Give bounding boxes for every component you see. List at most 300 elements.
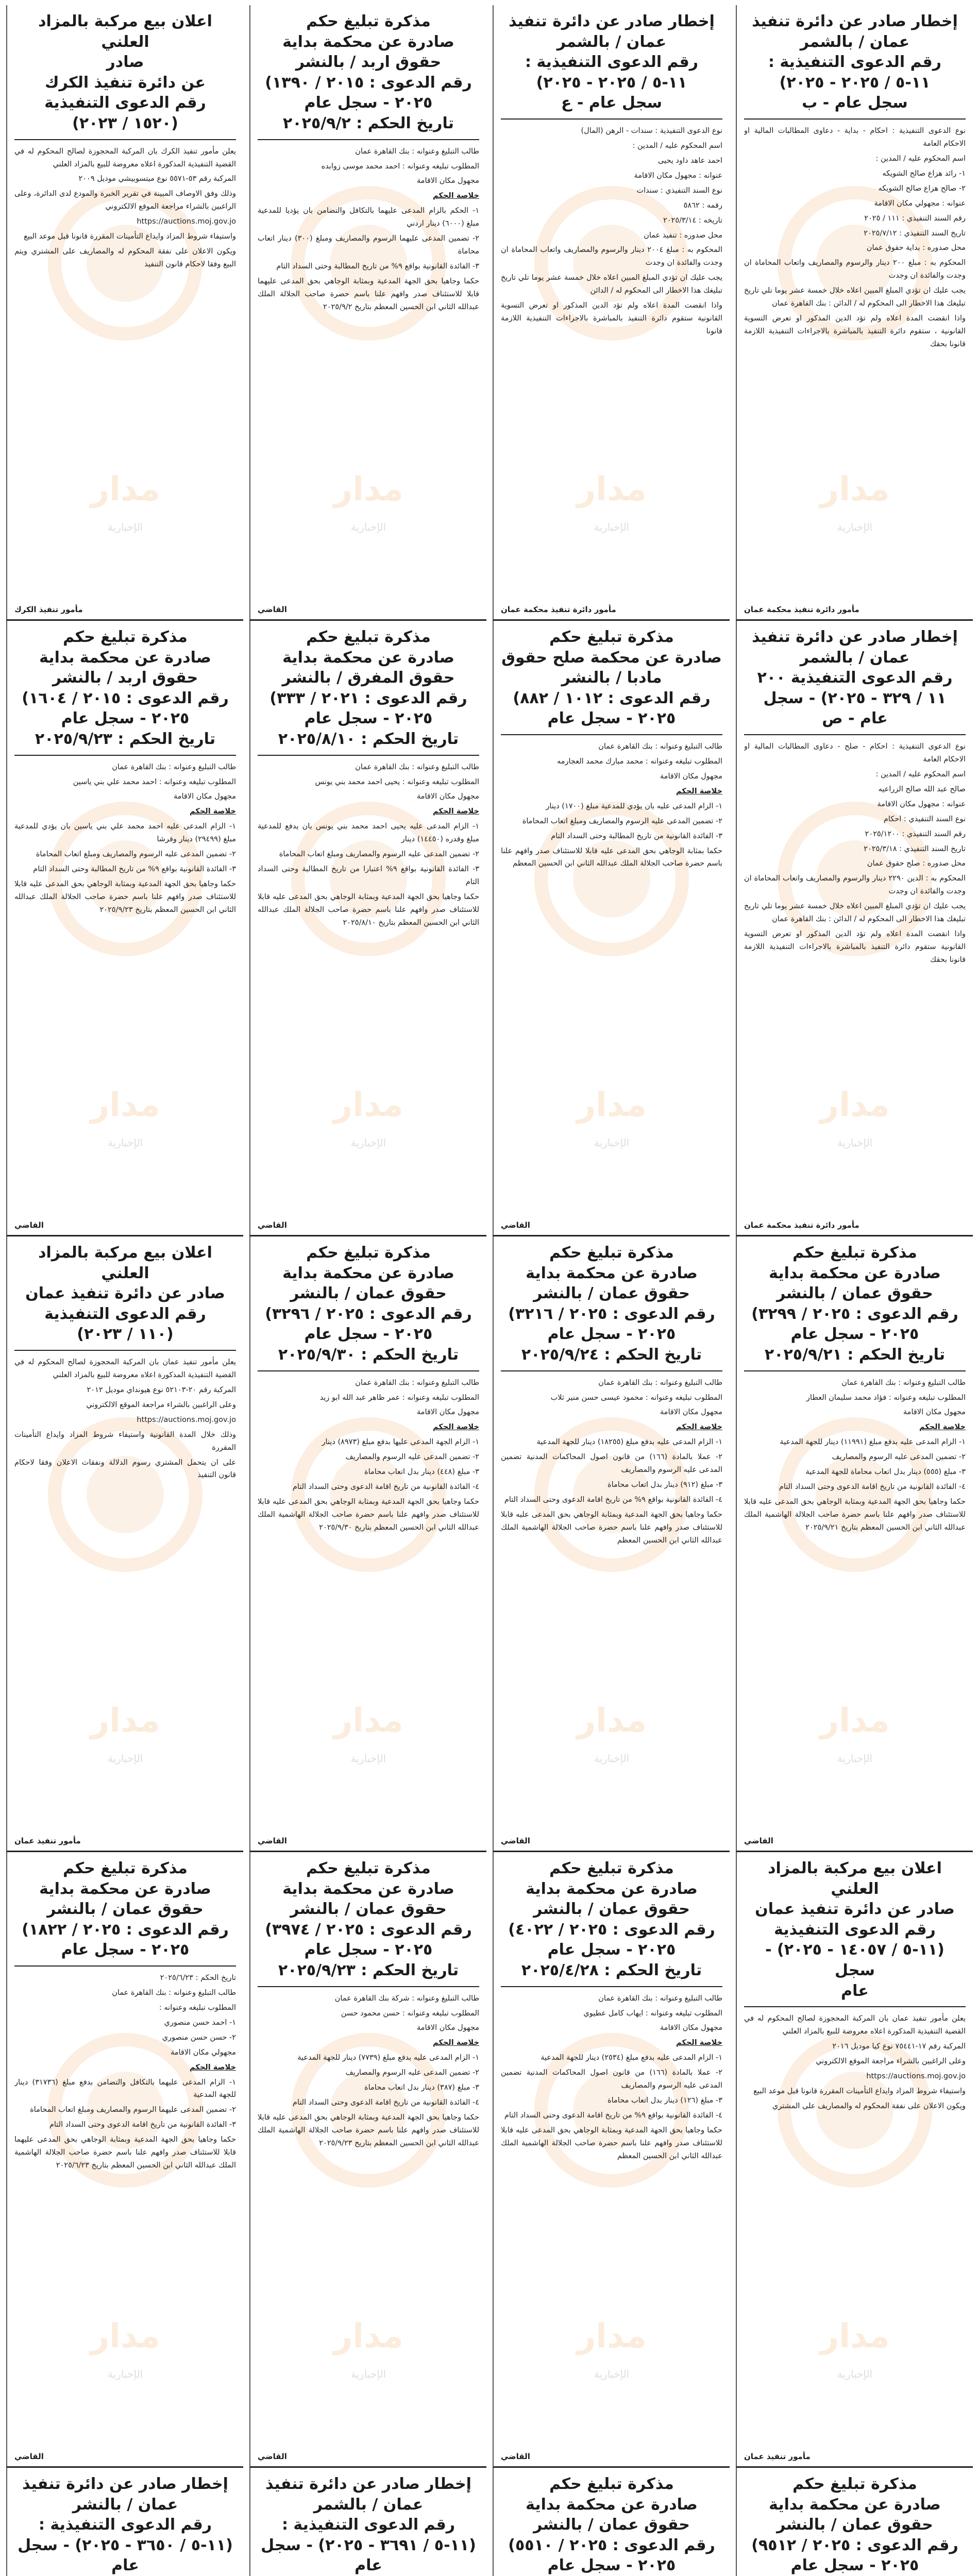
notice-paragraph: يجب عليك ان تؤدي المبلغ المبين اعلاه خلال خمسة عشر يوما تلي تاريخ تبليغك هذا الاخطار الى المحكوم له / الدائن : بنك القاهرة عمان — [744, 286, 966, 308]
watermark-brand: مدار — [577, 470, 647, 509]
watermark-brand: مدار — [820, 1086, 890, 1125]
notice-header — [744, 11, 966, 120]
notice-signature: القاضي — [258, 1221, 287, 1230]
notice-paragraph: ١- احمد حسن منصوري — [164, 2018, 236, 2027]
notice-body — [258, 761, 479, 1214]
notice-paragraph: ٢- تضمين المدعى عليه الرسوم والمصاريف — [832, 1453, 966, 1462]
notice-paragraph: ٢- تضمين المدعى عليه الرسوم والمصاريف — [345, 2069, 479, 2077]
watermark-subtitle: الإخبارية — [107, 521, 143, 534]
notice-paragraph: المحكوم به : مبلغ ٢٠٠ دينار والرسوم والمصاريف واتعاب المحاماة ان وجدت والفائدة ان وجدت — [744, 259, 966, 280]
notice-paragraph: نوع الدعوى التنفيذية : احكام - صلح - دعاوى المطالبات المالية او الاحكام العامة — [744, 742, 966, 764]
notice-paragraph: المطلوب تبليغه وعنوانه : احمد محمد موسى زوابده — [321, 162, 479, 171]
notice-header-line: حقوق عمان / بالنشر — [777, 1284, 933, 1303]
notice-paragraph: نوع الدعوى التنفيذية : سندات - الرهن (المال) — [581, 126, 722, 135]
notice-paragraph: ٤- الفائدة القانونية من تاريخ اقامة الدعوى وحتى السداد التام — [292, 1483, 479, 1492]
notice-paragraph: وذلك وفق الاوصاف المبينة في تقرير الخبرة والمودع لدى الدائرة، وعلى الراغبين بالشراء مراجعة الموقع الالكتروني — [14, 190, 236, 211]
notice-header-line: (١٥٢٠ / ٢٠٢٣) — [72, 114, 178, 132]
notice-paragraph: تاريخه : ٢٠٢٥/٣/١٤ — [663, 216, 722, 225]
notice-header-line: مذكرة تبليغ حكم — [306, 1859, 431, 1877]
watermark-subtitle: الإخبارية — [837, 521, 873, 534]
notice-paragraph: مجهول مكان الاقامة — [660, 1408, 722, 1417]
watermark-subtitle: الإخبارية — [350, 1752, 386, 1765]
notice-paragraph: خلاصة الحكم — [433, 2039, 479, 2047]
notice-header-line: سجل عام - ب — [802, 94, 908, 112]
notice-paragraph: على ان يتحمل المشتري رسوم الدلالة ونفقات الاعلان وفقا لاحكام قانون التنفيذ — [14, 1458, 236, 1480]
notice-header-line: رقم الدعوى : ٢٠٢١ / ٣٣٣) — [269, 689, 467, 707]
notice-header-line: مذكرة تبليغ حكم — [549, 2475, 674, 2493]
notice-header-line: مذكرة تبليغ حكم — [306, 1244, 431, 1262]
notice-header-line: رقم الدعوى : ٢٠١٥ / ١٣٩٠) — [265, 73, 472, 92]
notice-header-line: اعلان بيع مركبة بالمزاد العلني — [38, 12, 212, 51]
notice-header-line: رقم الدعوى : ٢٠٢٥ / ١٨٢٢) — [22, 1920, 229, 1939]
notice-paragraph: رقم السند التنفيذي : ١١١ / ٢٠٢٥ — [864, 214, 966, 223]
notice-paragraph: ١- الزام المدعى عليه احمد محمد علي بني ياسين بان يؤدي للمدعية مبلغ (٢٩٤٩٩) دينار وقرشا — [14, 822, 236, 844]
notice-header-line: إخطار صادر عن دائرة تنفيذ — [509, 12, 715, 30]
notice-header-line: رقم الدعوى التنفيذية : — [38, 2516, 212, 2534]
notice-header — [744, 1243, 966, 1371]
notice-paragraph: المطلوب تبليغه وعنوانه : يحيى احمد محمد بني يونس — [315, 777, 479, 786]
notice-paragraph: مجهول مكان الاقامة — [416, 177, 479, 185]
notice-paragraph: المركبة رقم ٢٠-٥٢١٠٣ نوع هيونداي موديل ٢٠١٢ — [87, 1385, 236, 1394]
notice-body — [258, 1992, 479, 2446]
notice-paragraph: حكما وجاهيا بحق الجهة المدعية وبمثابة الوجاهي بحق المدعى عليه قابلا للاستئناف صدر وافهم علنا باسم حضرة صاحب الجلالة الهاشمية الملك عبدالله الثاني ابن الحسين المعظم بتاريخ ٢٠٢٥/٩/٢١ — [744, 1498, 966, 1532]
notice-body — [744, 740, 966, 1214]
notice-header-line: عام — [355, 2556, 382, 2575]
notice-paragraph: ١- الزام الجهة المدعى عليها بدفع مبلغ (٨٩٧٣) دينار — [322, 1438, 479, 1447]
notice-paragraph: ٣- مبلغ (١٢٦) دينار بدل اتعاب محاماة — [607, 2096, 722, 2105]
notice-paragraph: ١- الزام المدعى عليه بدفع مبلغ (١١٩٩١) دينار للجهة المدعية — [780, 1438, 966, 1447]
notice-header-line: مذكرة تبليغ حكم — [306, 628, 431, 646]
notice-paragraph: نوع السند التنفيذي : سندات — [636, 186, 722, 195]
notice-paragraph: حكما وجاهيا بحق الجهة المدعية وبمثابة الوجاهي بحق المدعى عليه قابلا للاستئناف صدر وافهم علنا باسم حضرة صاحب الجلالة الهاشمية الملك عبدالله الثاني ابن الحسين المعظم — [501, 2126, 722, 2160]
notice-paragraph: طالب التبليغ وعنوانه : بنك القاهرة عمان — [112, 762, 236, 771]
notice-header-line: رقم الدعوى التنفيذية : — [768, 53, 942, 72]
notice-header-line: صادرة عن محكمة بداية — [282, 648, 454, 667]
notice-body — [258, 1377, 479, 1830]
notice-header-line: إخطار صادر عن دائرة تنفيذ — [22, 2475, 228, 2493]
legal-notice — [6, 1236, 243, 1852]
notice-header-line: صادرة عن محكمة صلح حقوق — [501, 648, 722, 667]
notice-header-line: مذكرة تبليغ حكم — [63, 628, 188, 646]
notice-paragraph: ٢- تضمين المدعى عليهما الرسوم والمصاريف ومبلغ (٣٠٠) دينار اتعاب محاماة — [258, 234, 479, 256]
notice-header-line: ٢٠٢٥ - سجل عام — [304, 94, 433, 112]
notice-header-line: رقم الدعوى : ٢٠٢٥ / ٣٩٧٤) — [265, 1920, 472, 1939]
notice-signature: القاضي — [258, 605, 287, 614]
notice-paragraph: المطلوب تبليغه وعنوانه : ايهاب كامل عطيوي — [583, 2009, 722, 2018]
notice-header — [744, 2474, 966, 2576]
notice-paragraph: يعلن مأمور تنفيذ الكرك بان المركبة المحجوزة لصالح المحكوم له في القضية التنفيذية المذكورة اعلاه معروضة للبيع بالمزاد العلني — [14, 147, 236, 168]
notice-paragraph: ٣- الفائدة القانونية من تاريخ المطالبة وحتى السداد التام — [551, 832, 722, 840]
notice-paragraph: مجهول مكان الاقامة — [660, 2024, 722, 2032]
notice-paragraph: ٣- مبلغ (٩١٢) دينار بدل اتعاب محاماة — [607, 1481, 722, 1489]
notice-paragraph: ٣- مبلغ (٣٨٧) دينار بدل اتعاب محاماة — [364, 2083, 479, 2092]
notice-body — [744, 2012, 966, 2446]
notice-paragraph: واذا انقضت المدة اعلاه ولم تؤد الدين المذكور او تعرض التسوية القانونية ستقوم دائرة التنفيذ بالمباشرة بالاجراءات التنفيذية اللازمة قانونا — [501, 301, 722, 336]
notice-paragraph: المطلوب تبليغه وعنوانه : فؤاد محمد سليمان العطار — [806, 1393, 966, 1402]
notice-header-line: ٢٠٢٥ - سجل عام — [304, 709, 433, 728]
notice-header-line: ٢٠٢٥ - سجل عام — [547, 709, 676, 728]
notice-header-line: صادرة عن محكمة بداية — [282, 32, 454, 51]
legal-notice — [493, 5, 730, 621]
notice-paragraph: ٢- تضمين المدعى عليه الرسوم والمصاريف — [345, 1453, 479, 1462]
notice-paragraph: محل صدوره : صلح حقوق عمان — [867, 859, 966, 868]
notice-header — [14, 627, 236, 756]
notice-header-line: رقم الدعوى : ٢٠١٥ / ١٦٠٤) — [22, 689, 229, 707]
legal-notice — [6, 1852, 243, 2468]
notice-paragraph: رقمه : ٥٨٦٢ — [683, 201, 722, 210]
notice-header-line: عام — [841, 1981, 869, 2000]
legal-notice — [6, 5, 243, 621]
notice-paragraph: واذا انقضت المدة اعلاه ولم تؤد الدين المذكور او تعرض التسوية القانونية ستقوم دائرة التنفيذ بالمباشرة بالاجراءات التنفيذية اللازمة قانونا بحقك — [744, 930, 966, 964]
notice-header-line: مذكرة تبليغ حكم — [792, 1244, 917, 1262]
notice-paragraph: ٤- الفائدة القانونية من تاريخ اقامة الدعوى وحتى السداد التام — [779, 1483, 966, 1492]
watermark-brand: مدار — [820, 470, 890, 509]
notice-paragraph: طالب التبليغ وعنوانه : بنك القاهرة عمان — [355, 1378, 479, 1387]
notice-paragraph: ٤- الفائدة القانونية بواقع ٩% من تاريخ اقامة الدعوى وحتى السداد التام — [504, 2111, 722, 2120]
notice-header-line: إخطار صادر عن دائرة تنفيذ — [265, 2475, 471, 2493]
notice-header-line: عمان / بالشمر — [556, 32, 667, 51]
notice-header-line: مذكرة تبليغ حكم — [549, 1859, 674, 1877]
notice-paragraph: حكما وجاهيا بحق الجهة المدعية وبمثابة الوجاهي بحق المدعى عليه قابلا للاستئناف صدر وافهم علنا باسم حضرة صاحب الجلالة الهاشمية الملك عبدالله الثاني ابن الحسين المعظم — [501, 1511, 722, 1545]
notice-paragraph: طالب التبليغ وعنوانه : بنك القاهرة عمان — [355, 147, 479, 156]
watermark-brand: مدار — [820, 2317, 890, 2356]
notice-signature: القاضي — [258, 2452, 287, 2461]
watermark-subtitle: الإخبارية — [107, 1752, 143, 1765]
notice-body — [14, 761, 236, 1214]
notice-header-line: حقوق عمان / بالنشر — [533, 2516, 690, 2534]
notice-paragraph: مجهولي مكان الاقامة — [170, 2048, 236, 2057]
notice-paragraph: تاريخ الحكم : ٢٠٢٥/٦/٢٣ — [160, 1973, 236, 1982]
notice-paragraph: ٣- الفائدة القانونية من تاريخ اقامة الدعوى وحتى السداد التام — [49, 2121, 236, 2129]
notice-paragraph: خلاصة الحكم — [919, 1423, 966, 1432]
notice-paragraph: خلاصة الحكم — [433, 1423, 479, 1432]
notice-header-line: (١١٠ / ٢٠٢٣) — [77, 1325, 174, 1344]
notice-body — [258, 145, 479, 599]
watermark-brand: مدار — [90, 1702, 160, 1740]
notice-header-line: رقم الدعوى : ٢٠٢٥ / ٤٠٢٢) — [508, 1920, 715, 1939]
notice-header-line: عام - ص — [822, 709, 888, 728]
notice-paragraph: المركبة رقم ٥٣-٥٥٧١ نوع ميتسوبيشي موديل ٢٠٠٩ — [78, 175, 236, 183]
watermark-subtitle: الإخبارية — [594, 2368, 630, 2381]
notice-header-line: رقم الدعوى : ١٠١٢ / ٨٨٢) — [513, 689, 711, 707]
legal-notice — [736, 2468, 973, 2576]
notice-signature: القاضي — [501, 2452, 530, 2461]
notice-paragraph: https://auctions.moj.gov.jo — [137, 1415, 236, 1424]
legal-notice — [249, 5, 486, 621]
notice-paragraph: ١- الزام المدعى عليهما بالتكافل والتضامن بدفع مبلغ (٣١٧٣٦) دينار للجهة المدعية — [14, 2078, 236, 2099]
notice-paragraph: نوع السند التنفيذي : احكام — [883, 815, 966, 823]
watermark-brand: مدار — [90, 470, 160, 509]
notice-body — [14, 1356, 236, 1830]
notice-header-line: مذكرة تبليغ حكم — [306, 12, 431, 30]
notice-header-line: تاريخ الحكم : ٢٠٢٥/٤/٢٨ — [521, 1961, 702, 1979]
notice-paragraph: حكما بمثابة الوجاهي بحق المدعى عليه قابلا للاستئناف صدر وافهم علنا باسم حضرة صاحب الجلالة الملك عبدالله الثاني ابن الحسين المعظم — [501, 846, 722, 868]
notice-paragraph: ١- الزام المدعى عليه بان يؤدي للمدعية مبلغ (١٧٠٠) دينار — [546, 802, 722, 810]
notice-paragraph: اسم المحكوم عليه / المدين : — [875, 154, 966, 163]
notice-header — [501, 1858, 722, 1987]
notice-header — [258, 2474, 479, 2576]
watermark-subtitle: الإخبارية — [350, 1137, 386, 1149]
notice-paragraph: حكما وجاهيا بحق الجهة المدعية وبمثابة الوجاهي بحق المدعى عليه قابلا للاستئناف صدر وافهم علنا باسم حضرة صاحب الجلالة الملك عبدالله الثاني ابن الحسين المعظم بتاريخ ٢٠٢٥/٨/١٠ — [258, 893, 479, 927]
notice-body — [14, 145, 236, 599]
notice-paragraph: طالب التبليغ وعنوانه : بنك القاهرة عمان — [598, 1378, 722, 1387]
notice-paragraph: ٣- الفائدة القانونية بواقع ٩% اعتبارا من تاريخ المطالبة وحتى السداد التام — [258, 865, 479, 887]
notice-header-line: مذكرة تبليغ حكم — [549, 628, 674, 646]
watermark-subtitle: الإخبارية — [837, 2368, 873, 2381]
notice-signature: مأمور تنفيذ الكرك — [14, 605, 83, 614]
notice-signature: القاضي — [501, 1836, 530, 1845]
notice-header-line: حقوق عمان / بالنشر — [533, 1900, 690, 1919]
notice-paragraph: طالب التبليغ وعنوانه : بنك القاهرة عمان — [598, 1994, 722, 2003]
notice-paragraph: ٣- الفائدة القانونية بواقع ٩% من تاريخ المطالبة وحتى السداد التام — [276, 262, 479, 271]
notice-header-line: ٢٠٢٥ - سجل عام — [790, 1325, 919, 1344]
notice-header-line: حقوق المفرق / بالنشر — [282, 669, 455, 687]
notice-header-line: رقم الدعوى : ٢٠٢٥ / ٩٥١٢) — [751, 2536, 958, 2554]
notice-header-line: صادرة عن محكمة بداية — [769, 2495, 941, 2514]
notice-body — [744, 125, 966, 599]
notice-paragraph: ٢- عملا بالمادة (١٦٦) من قانون اصول المحاكمات المدنية تضمين المدعى عليه الرسوم والمصاريف — [501, 1453, 722, 1475]
notice-header-line: صادرة عن محكمة بداية — [282, 1264, 454, 1282]
watermark-brand: مدار — [577, 1086, 647, 1125]
notice-header-line: رقم الدعوى : ٢٠٢٥ / ٣٢٩٩) — [751, 1304, 958, 1323]
watermark-brand: مدار — [577, 1702, 647, 1740]
notice-header-line: مادبا / بالنشر — [561, 669, 662, 687]
notice-paragraph: خلاصة الحكم — [190, 807, 236, 816]
notice-paragraph: عنوانه : مجهولي مكان الاقامة — [874, 199, 966, 208]
legal-notice — [493, 1852, 730, 2468]
notice-signature: القاضي — [501, 1221, 530, 1230]
notice-paragraph: ويكون الاعلان على نفقة المحكوم له والمصاريف على المشتري ويتم البيع وفقا لاحكام قانون التنفيذ — [14, 247, 236, 269]
notice-paragraph: وعلى الراغبين بالشراء مراجعة الموقع الالكتروني — [816, 2057, 966, 2065]
notice-paragraph: مجهول مكان الاقامة — [416, 1408, 479, 1417]
notice-paragraph: المحكوم به : مبلغ ٢٠٠٤ دينار والرسوم والمصاريف واتعاب المحاماة ان وجدت والفائدة ان وجدت — [501, 246, 722, 267]
notice-paragraph: محل صدوره : بداية حقوق عمان — [866, 244, 966, 252]
notice-header — [501, 2474, 722, 2576]
notice-header — [258, 1858, 479, 1987]
notice-header-line: ٢٠٢٥ - سجل عام — [790, 2556, 919, 2575]
notice-signature: مأمور دائرة تنفيذ محكمة عمان — [744, 1221, 859, 1230]
notice-header-line: (١١-٥ / ١٤٠٥٧ - ٢٠٢٥) - سجل — [765, 1941, 944, 1979]
notice-header-line: ٢٠٢٥ - سجل عام — [547, 2556, 676, 2575]
notice-header-line: اعلان بيع مركبة بالمزاد العلني — [768, 1859, 942, 1898]
notice-header-line: (١١-٥ / ٣٦٥٠ - ٢٠٢٥) - سجل — [18, 2536, 233, 2554]
notice-header-line: ١١-٥ / ٢٠٢٥ - ٢٠٢٥) — [779, 73, 931, 92]
notice-header-line: إخطار صادر عن دائرة تنفيذ — [752, 628, 958, 646]
notice-header — [14, 2474, 236, 2576]
watermark-brand: مدار — [333, 2317, 403, 2356]
notice-header-line: صادر عن دائرة تنفيذ عمان — [755, 1900, 955, 1919]
legal-notice — [493, 1236, 730, 1852]
notice-paragraph: مجهول مكان الاقامة — [903, 1408, 966, 1417]
notice-header — [14, 1243, 236, 1351]
notice-paragraph: ١- الزام المدعى عليه يحيى احمد محمد بني يونس بان يدفع للمدعية مبلغ وقدره (١٤٤٥٠) دينار — [258, 822, 479, 844]
notice-header-line: ١١ / ٣٢٩ - ٢٠٢٥) - سجل — [763, 689, 947, 707]
notice-header-line: حقوق اربد / بالنشر — [52, 669, 198, 687]
notice-paragraph: ٢- تضمين المدعى عليه الرسوم والمصاريف ومبلغ اتعاب المحاماة — [522, 817, 722, 825]
notice-paragraph: وذلك خلال المدة القانونية واستيفاء شروط المزاد وايداع التأمينات المقررة — [14, 1430, 236, 1452]
notice-header-line: حقوق عمان / بالنشر — [290, 1284, 447, 1303]
notice-header-line: صادرة عن محكمة بداية — [526, 1879, 698, 1898]
notice-header-line: رقم الدعوى : ٢٠٢٥ / ٥٥١٠) — [508, 2536, 715, 2554]
legal-notice — [249, 1852, 486, 2468]
notice-paragraph: ١- الحكم بالزام المدعى عليهما بالتكافل والتضامن بان يؤديا للمدعية مبلغ (٦٠٠٠) دينار اردني — [258, 207, 479, 228]
notice-paragraph: https://auctions.moj.gov.jo — [866, 2072, 966, 2080]
notice-header-line: مذكرة تبليغ حكم — [549, 1244, 674, 1262]
legal-notice — [736, 621, 973, 1236]
notice-paragraph: ٢- صالح هزاع صالح الشويكه — [878, 184, 966, 193]
notice-paragraph: حكما وجاهيا بحق الجهة المدعية وبمثابة الوجاهي بحق المدعى عليه قابلا للاستئناف صدر وافهم علنا باسم حضرة صاحب الجلالة الهاشمية الملك عبدالله الثاني ابن الحسين المعظم بتاريخ ٢٠٢٥/٩/٢٣ — [258, 2113, 479, 2147]
notice-header-line: حقوق عمان / بالنشر — [290, 1900, 447, 1919]
watermark-subtitle: الإخبارية — [350, 521, 386, 534]
notice-paragraph: نوع الدعوى التنفيذية : احكام - بداية - دعاوى المطالبات المالية او الاحكام العامة — [744, 126, 966, 148]
watermark-subtitle: الإخبارية — [594, 1752, 630, 1765]
notice-header — [258, 627, 479, 756]
watermark-subtitle: الإخبارية — [107, 1137, 143, 1149]
notice-paragraph: ٢- تضمين المدعى عليه الرسوم والمصاريف ومبلغ اتعاب المحاماة — [279, 850, 479, 859]
notice-paragraph: عنوانه : مجهول مكان الاقامة — [634, 171, 722, 180]
notice-header-line: صادر عن دائرة تنفيذ عمان — [25, 1284, 225, 1303]
legal-notice — [6, 2468, 243, 2576]
notice-header-line: تاريخ الحكم : ٢٠٢٥/٩/٢٣ — [35, 730, 216, 748]
notice-header-line: رقم الدعوى التنفيذية — [44, 94, 206, 112]
notice-header-line: عمان / بالشمر — [800, 32, 910, 51]
notice-header-line: عمان / بالنشر — [72, 2495, 178, 2514]
notice-header-line: رقم الدعوى التنفيذية — [774, 1920, 936, 1939]
notice-header-line: صادر — [106, 53, 144, 72]
watermark-brand: مدار — [333, 1086, 403, 1125]
notice-header-line: مذكرة تبليغ حكم — [792, 2475, 917, 2493]
notice-header-line: إخطار صادر عن دائرة تنفيذ — [752, 12, 958, 30]
notice-header-line: عام — [111, 2556, 139, 2575]
notice-header — [14, 1858, 236, 1967]
notice-header — [258, 1243, 479, 1371]
notice-paragraph: احمد عاهد داود يحيى — [658, 156, 722, 165]
notice-header-line: رقم الدعوى التنفيذية : — [525, 53, 699, 72]
notice-header-line: صادرة عن محكمة بداية — [282, 1879, 454, 1898]
notice-paragraph: حكما وجاهيا بحق الجهة المدعية وبمثابة الوجاهي بحق المدعى عليه قابلا للاستئناف صدر وافهم علنا باسم حضرة صاحب الجلالة الملك عبدالله الثاني ابن الحسين المعظم بتاريخ ٢٠٢٥/٩/٢٣ — [14, 880, 236, 914]
notice-paragraph: ٢- حسن حسن منصوري — [162, 2033, 236, 2042]
notice-header-line: (١١-٥ / ٣٦٩١ - ٢٠٢٥) - سجل — [261, 2536, 476, 2554]
notice-paragraph: طالب التبليغ وعنوانه : بنك القاهرة عمان — [112, 1988, 236, 1997]
notice-header-line: تاريخ الحكم : ٢٠٢٥/٩/٢ — [283, 114, 454, 132]
notice-header-line: ٢٠٢٥ - سجل عام — [547, 1325, 676, 1344]
notice-paragraph: خلاصة الحكم — [676, 787, 722, 795]
legal-notice — [493, 2468, 730, 2576]
notice-paragraph: ٢- تضمين المدعى عليهما الرسوم والمصاريف ومبلغ اتعاب المحاماة — [30, 2106, 236, 2114]
notice-header-line: سجل عام - ع — [561, 94, 662, 112]
notice-paragraph: خلاصة الحكم — [433, 192, 479, 200]
watermark-brand: مدار — [333, 1702, 403, 1740]
notice-header-line: حقوق عمان / بالنشر — [47, 1900, 204, 1919]
notice-paragraph: المطلوب تبليغه وعنوانه : احمد محمد علي بني ياسين — [73, 777, 236, 786]
notice-paragraph: اسم المحكوم عليه / المدين : — [875, 770, 966, 778]
notice-header — [501, 11, 722, 120]
notice-paragraph: ٣- مبلغ (٤٤٨) دينار بدل اتعاب محاماة — [364, 1468, 479, 1477]
notice-paragraph: خلاصة الحكم — [190, 2063, 236, 2072]
notice-header-line: ٢٠٢٥ - سجل عام — [547, 1941, 676, 1959]
notice-paragraph: محل صدوره : تنفيذ عمان — [644, 231, 722, 240]
legal-notice — [249, 2468, 486, 2576]
notice-signature: مأمور تنفيذ عمان — [14, 1836, 81, 1845]
notice-paragraph: يجب عليك ان تؤدي المبلغ المبين اعلاه خلال خمسة عشر يوما تلي تاريخ تبليغك هذا الاخطار الى المحكوم له / الدائن — [501, 274, 722, 295]
notice-header-line: تاريخ الحكم : ٢٠٢٥/٩/٢٤ — [521, 1345, 702, 1364]
notice-paragraph: ٣- الفائدة القانونية بواقع ٩% من تاريخ المطالبة وحتى السداد التام — [33, 865, 236, 874]
notice-header-line: حقوق اربد / بالنشر — [295, 53, 442, 72]
watermark-subtitle: الإخبارية — [837, 1752, 873, 1765]
watermark-brand: مدار — [90, 1086, 160, 1125]
notice-paragraph: مجهول مكان الاقامة — [416, 2024, 479, 2032]
notice-header-line: عمان / بالشمر — [800, 648, 910, 667]
notice-header-line: ٢٠٢٥ - سجل عام — [304, 1941, 433, 1959]
notice-header-line: صادرة عن محكمة بداية — [526, 2495, 698, 2514]
notice-paragraph: واذا انقضت المدة اعلاه ولم تؤد الدين المذكور او تعرض التسوية القانونية ، ستقوم دائرة التنفيذ بالمباشرة بالاجراءات التنفيذية اللازمة قانونا بحقك — [744, 314, 966, 349]
notice-signature: القاضي — [14, 2452, 44, 2461]
watermark-subtitle: الإخبارية — [107, 2368, 143, 2381]
notice-paragraph: يعلن مأمور تنفيذ عمان بان المركبة المحجوزة لصالح المحكوم له في القضية التنفيذية المذكورة اعلاه معروضة للبيع بالمزاد العلني — [744, 2014, 966, 2036]
notice-paragraph: طالب التبليغ وعنوانه : بنك القاهرة عمان — [598, 742, 722, 751]
notice-paragraph: خلاصة الحكم — [676, 2039, 722, 2047]
notice-paragraph: المطلوب تبليغه وعنوانه : — [159, 2003, 236, 2012]
notice-header-line: حقوق عمان / بالنشر — [533, 1284, 690, 1303]
notice-paragraph: واستيفاء شروط المزاد وايداع التأمينات المقررة قانونا قبل موعد البيع — [753, 2087, 966, 2095]
notice-header — [744, 627, 966, 735]
legal-notice — [6, 621, 243, 1236]
notice-header-line: رقم الدعوى التنفيذية ٢٠٠ — [757, 669, 953, 687]
notice-body — [501, 125, 722, 599]
notice-paragraph: مجهول مكان الاقامة — [660, 772, 722, 781]
watermark-subtitle: الإخبارية — [837, 1137, 873, 1149]
notice-paragraph: تاريخ السند التنفيذي : ٢٠٢٥/٣/١٨ — [864, 844, 966, 853]
notice-signature: مأمور تنفيذ عمان — [744, 2452, 811, 2461]
notice-paragraph: وعلى الراغبين بالشراء مراجعة الموقع الالكتروني — [86, 1400, 236, 1409]
notice-paragraph: حكما وجاهيا بحق الجهة المدعية وبمثابة الوجاهي بحق المدعى عليه قابلا للاستئناف صدر وافهم علنا باسم حضرة صاحب الجلالة الهاشمية الملك عبدالله الثاني ابن الحسين المعظم بتاريخ ٢٠٢٥/٩/٣٠ — [258, 1498, 479, 1532]
notice-header-line: عمان / بالشمر — [313, 2495, 424, 2514]
notice-header-line: صادرة عن محكمة بداية — [769, 1264, 941, 1282]
notice-paragraph: واستيفاء شروط المزاد وايداع التأمينات المقررة قانونا قبل موعد البيع — [24, 232, 236, 241]
notice-paragraph: المحكوم به : الدين ٢٢٩٠ دينار والرسوم والمصاريف واتعاب المحاماة ان وجدت والفائدة ان وجدت — [744, 874, 966, 896]
legal-notice — [736, 1236, 973, 1852]
notice-paragraph: يجب عليك ان تؤدي المبلغ المبين اعلاه خلال خمسة عشر يوما تلي تاريخ تبليغك هذا الاخطار الى المحكوم له / الدائن : بنك القاهرة عمان — [744, 902, 966, 924]
notice-paragraph: خلاصة الحكم — [433, 807, 479, 816]
notice-paragraph: https://auctions.moj.gov.jo — [137, 217, 236, 226]
notice-paragraph: طالب التبليغ وعنوانه : بنك القاهرة عمان — [355, 762, 479, 771]
notice-paragraph: ١- الزام المدعى عليه بدفع مبلغ (٧٧٣٩) دينار للجهة المدعية — [297, 2054, 479, 2062]
notice-paragraph: حكما وجاهيا بحق الجهة المدعية وبمثابة الوجاهي بحق المدعى عليهما قابلا للاستئناف صدر وافهم علنا باسم حضرة صاحب الجلالة الملك عبدالله الثاني ابن الحسين المعظم بتاريخ ٢٠٢٥/٩/٢ — [258, 277, 479, 311]
watermark-subtitle: الإخبارية — [594, 521, 630, 534]
notice-header — [501, 627, 722, 735]
notice-header — [501, 1243, 722, 1371]
notice-header-line: رقم الدعوى : ٢٠٢٥ / ٣٢١٦) — [508, 1304, 715, 1323]
notice-header-line: ٢٠٢٥ - سجل عام — [304, 1325, 433, 1344]
notice-header-line: تاريخ الحكم : ٢٠٢٥/٨/١٠ — [278, 730, 459, 748]
notice-body — [501, 1377, 722, 1830]
notice-signature: القاضي — [258, 1836, 287, 1845]
notice-paragraph: المطلوب تبليغه وعنوانه : حسن محمود حسن — [341, 2009, 479, 2018]
notice-paragraph: ٤- الفائدة القانونية من تاريخ اقامة الدعوى وحتى السداد التام — [292, 2098, 479, 2107]
notice-paragraph: تاريخ السند التنفيذي : ٢٠٢٥/٧/١٢ — [864, 229, 966, 238]
notice-paragraph: ٤- الفائدة القانونية بواقع ٩% من تاريخ اقامة الدعوى وحتى السداد التام — [504, 1496, 722, 1504]
watermark-subtitle: الإخبارية — [594, 1137, 630, 1149]
legal-notice — [249, 621, 486, 1236]
notice-paragraph: ٣- مبلغ (٥٥٥) دينار بدل اتعاب محاماة للجهة المدعية — [805, 1468, 966, 1477]
notice-header-line: صادرة عن محكمة بداية — [39, 648, 211, 667]
notice-header — [744, 1858, 966, 2007]
notice-header-line: تاريخ الحكم : ٢٠٢٥/٩/٢٣ — [278, 1961, 459, 1979]
notice-signature: القاضي — [14, 1221, 44, 1230]
notice-paragraph: يعلن مأمور تنفيذ عمان بان المركبة المحجوزة لصالح المحكوم له في القضية التنفيذية المذكورة اعلاه معروضة للبيع بالمزاد العلني — [14, 1358, 236, 1379]
notice-body — [14, 1972, 236, 2446]
notice-header-line: حقوق عمان / بالنشر — [777, 2516, 933, 2534]
